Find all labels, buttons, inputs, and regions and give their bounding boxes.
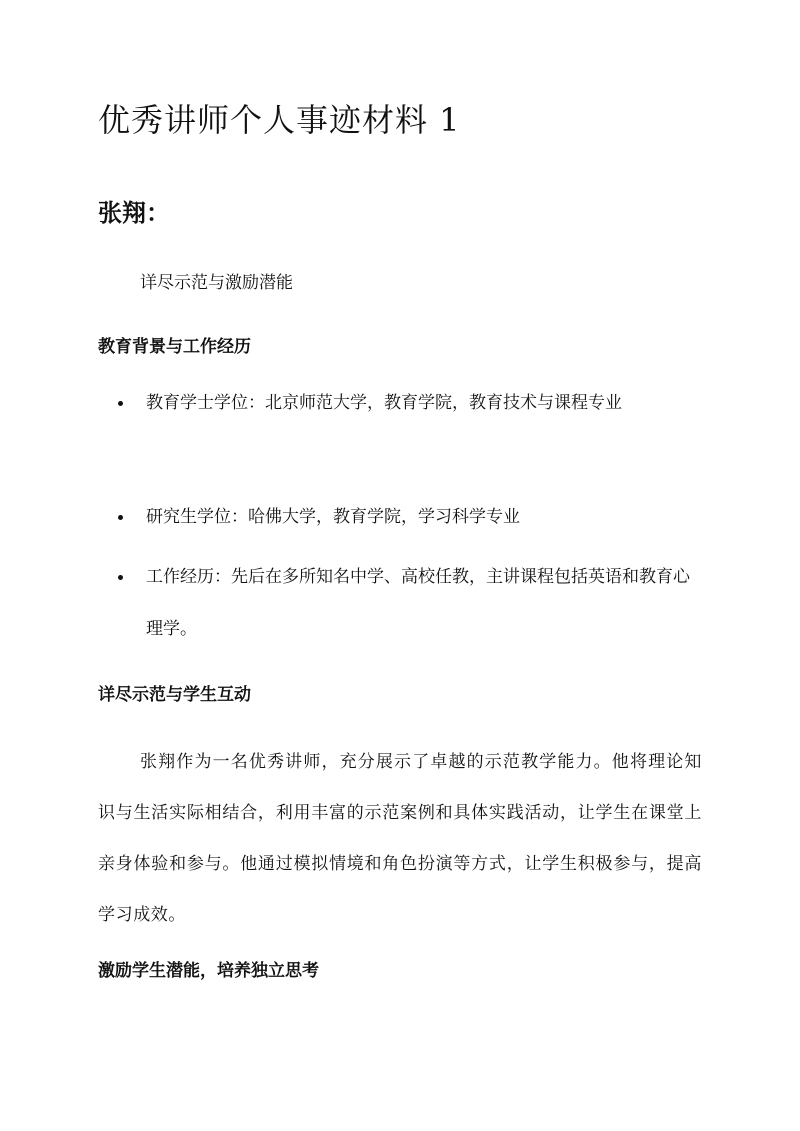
list-item — [98, 491, 520, 543]
section-heading-education: 教育背景与工作经历 — [98, 337, 251, 357]
section-heading-demonstration: 详尽示范与学生互动 — [98, 685, 251, 705]
bullet-icon — [118, 401, 123, 406]
list-item — [98, 377, 622, 429]
person-name: 张翔： — [98, 198, 170, 227]
bullet-text: 工作经历：先后在多所知名中学、高校任教，主讲课程包括英语和教育心理学。 — [146, 567, 690, 639]
subtitle: 详尽示范与激励潜能 — [140, 273, 293, 293]
section-heading-motivation: 激励学生潜能，培养独立思考 — [98, 961, 319, 981]
document-title: 优秀讲师个人事迹材料 1 — [98, 101, 461, 139]
bullet-text: 研究生学位：哈佛大学，教育学院，学习科学专业 — [146, 507, 520, 527]
list-item — [98, 551, 698, 655]
bullet-icon — [118, 575, 123, 580]
bullet-text: 教育学士学位：北京师范大学，教育学院，教育技术与课程专业 — [146, 393, 622, 413]
bullet-icon — [118, 515, 123, 520]
demonstration-paragraph: 张翔作为一名优秀讲师，充分展示了卓越的示范教学能力。他将理论知识与生活实际相结合，利用丰富的示范案例和具体实践活动，让学生在课堂上亲身体验和参与。他通过模拟情境和角色扮演等方式，让学生积极参与，提高学习成效。 — [98, 752, 702, 925]
